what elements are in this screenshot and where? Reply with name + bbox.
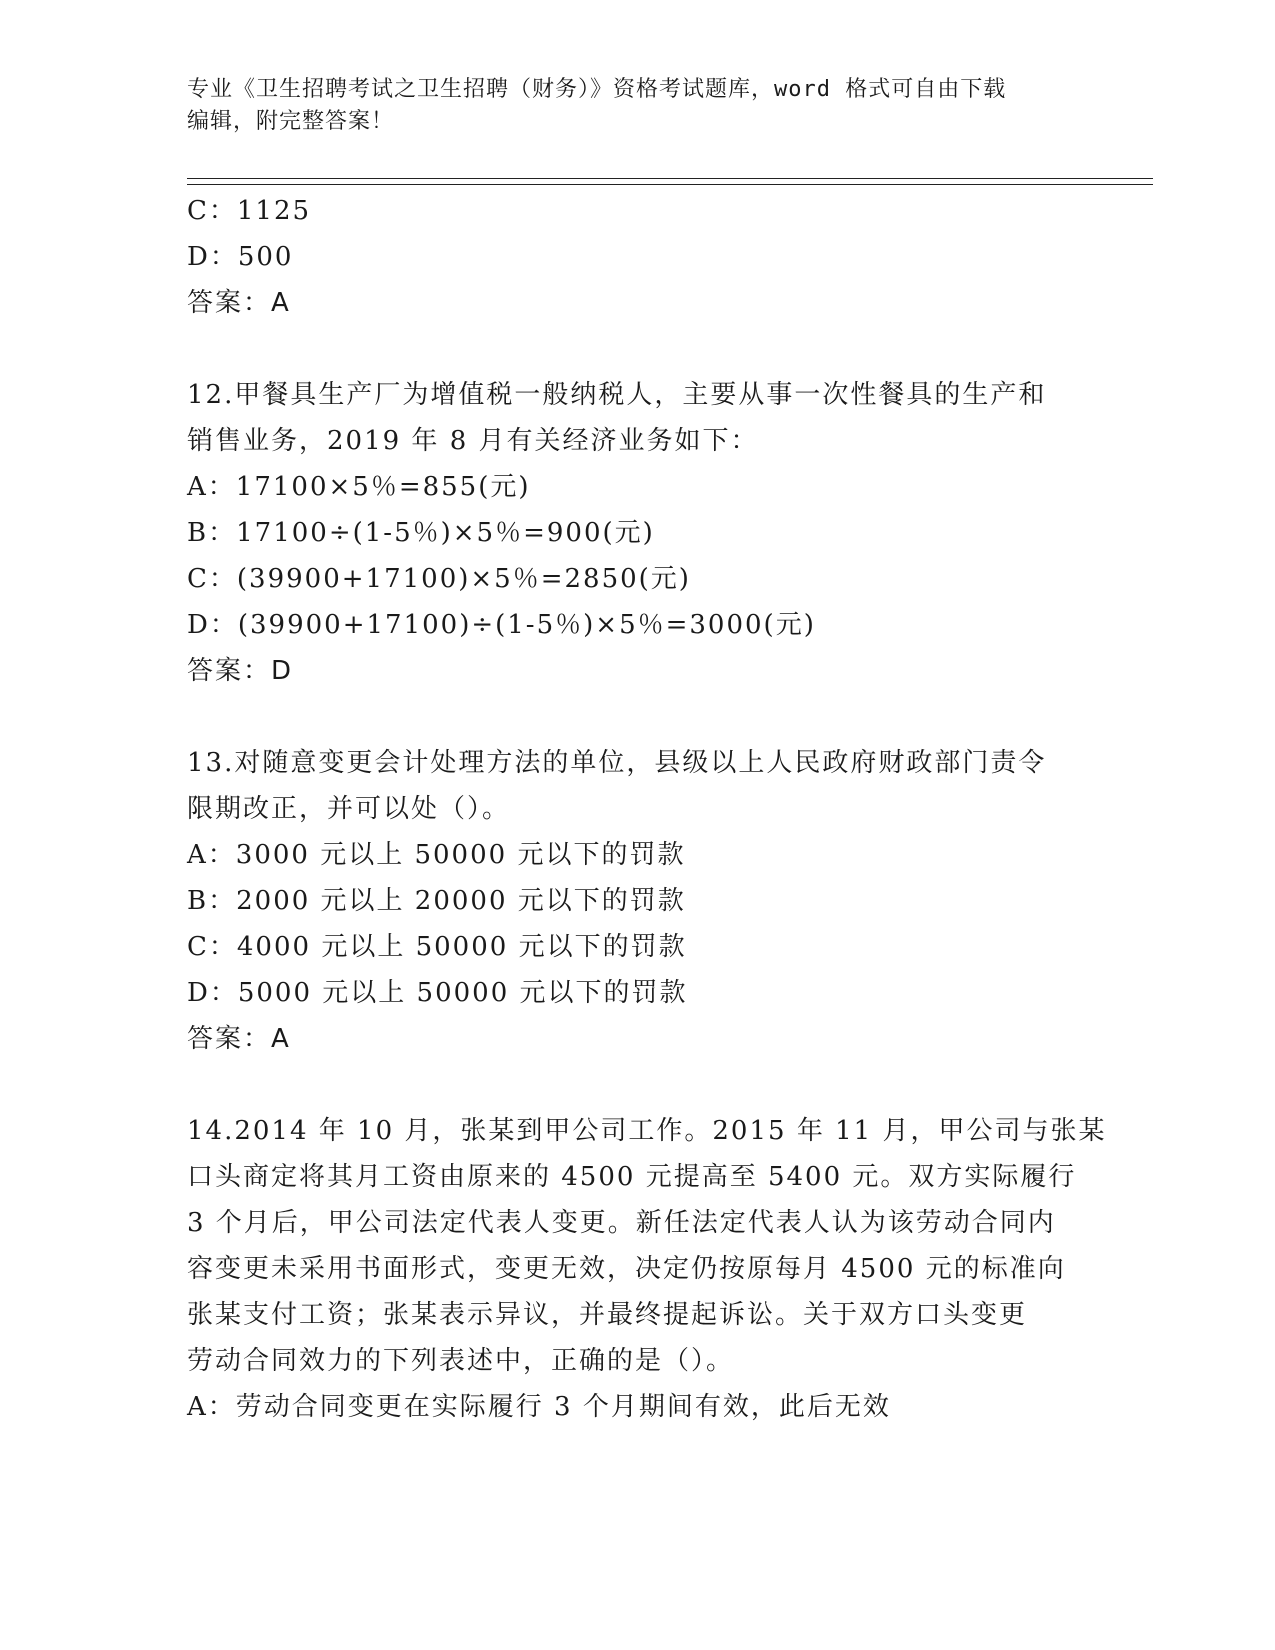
option-a: A：17100×5％=855(元) bbox=[187, 472, 531, 502]
option-a: A：3000 元以上 50000 元以下的罚款 bbox=[187, 840, 686, 870]
option-c: C：1125 bbox=[187, 196, 312, 226]
question-stem: 容变更未采用书面形式，变更无效，决定仍按原每月 4500 元的标准向 bbox=[187, 1254, 1066, 1284]
header-divider-top bbox=[187, 178, 1153, 179]
question-13 bbox=[187, 740, 1087, 1062]
answer: 答案：A bbox=[187, 1024, 291, 1054]
question-stem: 销售业务，2019 年 8 月有关经济业务如下： bbox=[187, 426, 759, 456]
option-b: B：2000 元以上 20000 元以下的罚款 bbox=[187, 886, 686, 916]
option-b: B：17100÷(1-5％)×5％=900(元) bbox=[187, 518, 655, 548]
spacer bbox=[187, 326, 1087, 372]
header-line-2: 编辑，附完整答案！ bbox=[187, 109, 395, 134]
question-12 bbox=[187, 372, 1087, 694]
question-stem: 13.对随意变更会计处理方法的单位，县级以上人民政府财政部门责令 bbox=[187, 748, 1047, 778]
header-line-1: 专业《卫生招聘考试之卫生招聘（财务）》资格考试题库，word 格式可自由下载 bbox=[187, 77, 1007, 102]
question-stem: 14.2014 年 10 月，张某到甲公司工作。2015 年 11 月，甲公司与张某 bbox=[187, 1116, 1107, 1146]
option-d: D：5000 元以上 50000 元以下的罚款 bbox=[187, 978, 688, 1008]
option-c: C：(39900+17100)×5％=2850(元) bbox=[187, 564, 691, 594]
question-list bbox=[187, 188, 1107, 1430]
document-header bbox=[187, 74, 1087, 138]
option-d: D：500 bbox=[187, 242, 294, 272]
question-14 bbox=[187, 1108, 1107, 1430]
spacer bbox=[187, 694, 1087, 740]
question-stem: 劳动合同效力的下列表述中，正确的是（）。 bbox=[187, 1346, 735, 1376]
question-stem: 口头商定将其月工资由原来的 4500 元提高至 5400 元。双方实际履行 bbox=[187, 1162, 1077, 1192]
option-c: C：4000 元以上 50000 元以下的罚款 bbox=[187, 932, 687, 962]
answer: 答案：D bbox=[187, 656, 294, 686]
question-stem: 限期改正，并可以处（）。 bbox=[187, 794, 511, 824]
header-divider-bottom bbox=[187, 184, 1153, 185]
question-stem: 张某支付工资；张某表示异议，并最终提起诉讼。关于双方口头变更 bbox=[187, 1300, 1028, 1330]
option-a: A：劳动合同变更在实际履行 3 个月期间有效，此后无效 bbox=[187, 1392, 891, 1422]
question-stem: 12.甲餐具生产厂为增值税一般纳税人，主要从事一次性餐具的生产和 bbox=[187, 380, 1047, 410]
question-stem: 3 个月后，甲公司法定代表人变更。新任法定代表人认为该劳动合同内 bbox=[187, 1208, 1056, 1238]
spacer bbox=[187, 1062, 1087, 1108]
answer: 答案：A bbox=[187, 288, 291, 318]
prev-question-tail bbox=[187, 188, 1087, 326]
option-d: D：(39900+17100)÷(1-5％)×5％=3000(元) bbox=[187, 610, 816, 640]
